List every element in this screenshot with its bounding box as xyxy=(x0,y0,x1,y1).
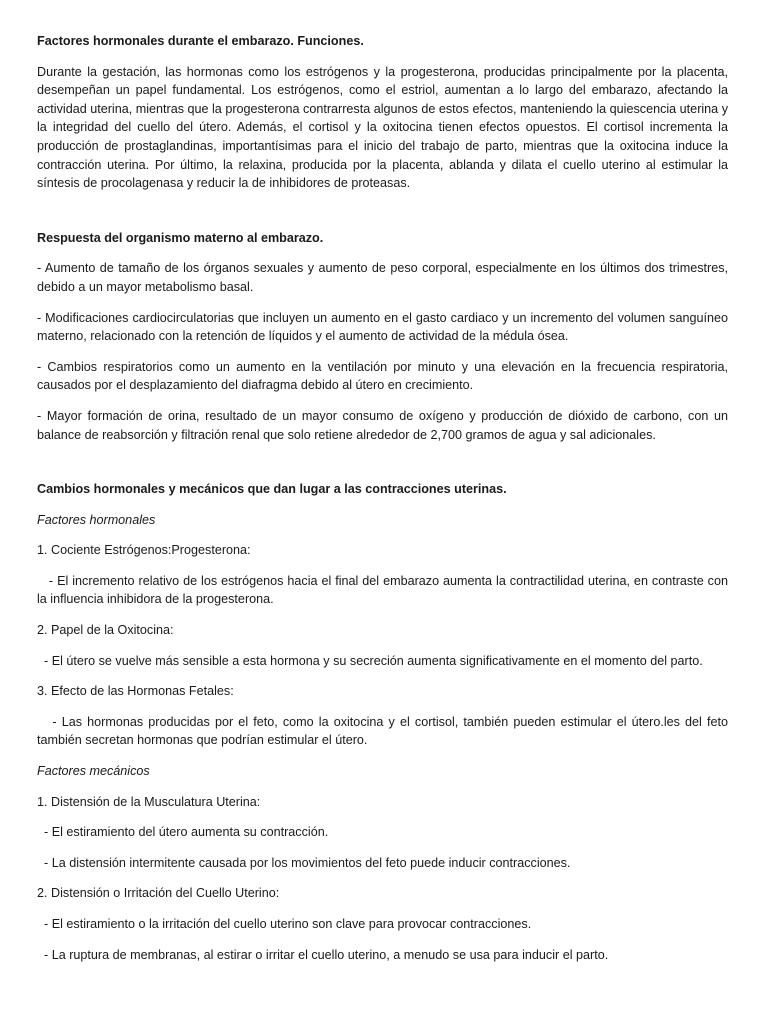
subheading-hormonal-factors: Factores hormonales xyxy=(37,512,156,527)
section-heading-contractions: Cambios hormonales y mecánicos que dan lugar a las contracciones uterinas. xyxy=(37,482,507,497)
paragraph-hormones-function: Durante la gestación, las hormonas como los estrógenos y la progesterona, producidas principalmente por la placenta, desempeñan un papel fundamental. Los estrógenos, como el estriol, aumentan a lo largo del embarazo, afectando la actividad uterina, mientras que la progesterona contrarresta algunos de estos efectos, manteniendo la quiescencia uterina y la integridad del cuello del útero. Además, el cortisol y la oxitocina tienen efectos opuestos. El cortisol incrementa la producción de prostaglandinas, importantísimas para el inicio del trabajo de parto, mientras que la oxitocina induce la contracción uterina. Por último, la relaxina, producida por la placenta, ablanda y dilata el cuello uterino al estimular la síntesis de procolagenasa y reducir la de inhibidores de proteasas. xyxy=(37,64,728,191)
item-text-oxytocin: - El útero se vuelve más sensible a esta hormona y su secreción aumenta significativamente en el momento del parto. xyxy=(37,653,703,668)
item-text-fetal-movement: - La distensión intermitente causada por los movimientos del feto puede inducir contracciones. xyxy=(37,855,571,870)
item-title-uterine-distension: 1. Distensión de la Musculatura Uterina: xyxy=(37,794,261,809)
item-title-cervix-distension: 2. Distensión o Irritación del Cuello Uterino: xyxy=(37,886,280,901)
list-item-organ-size: - Aumento de tamaño de los órganos sexuales y aumento de peso corporal, especialmente en los últimos dos trimestres, debido a un mayor metabolismo basal. xyxy=(37,261,728,294)
item-title-estrogen-ratio: 1. Cociente Estrógenos:Progesterona: xyxy=(37,543,251,558)
list-item-respiratory: - Cambios respiratorios como un aumento en la ventilación por minuto y una elevación en la frecuencia respiratoria, causados por el desplazamiento del diafragma debido al útero en crecimiento. xyxy=(37,359,728,393)
section-heading-maternal-response: Respuesta del organismo materno al embarazo. xyxy=(37,230,324,245)
item-text-membrane-rupture: - La ruptura de membranas, al estirar o irritar el cuello uterino, a menudo se usa para inducir el parto. xyxy=(37,947,609,962)
section-heading-hormonal-factors: Factores hormonales durante el embarazo. Funciones. xyxy=(37,34,364,48)
item-text-estrogen-ratio: - El incremento relativo de los estrógenos hacia el final del embarazo aumenta la contractilidad uterina, en contraste con la influencia inhibidora de la progesterona. xyxy=(37,573,732,607)
item-title-fetal-hormones: 3. Efecto de las Hormonas Fetales: xyxy=(37,684,234,699)
list-item-urine: - Mayor formación de orina, resultado de un mayor consumo de oxígeno y producción de dióxido de carbono, con un balance de reabsorción y filtración renal que solo retiene alrededor de 2,700 gramos de agua y sal adicionales. xyxy=(37,408,728,442)
item-text-uterine-stretch: - El estiramiento del útero aumenta su contracción. xyxy=(37,825,329,840)
subheading-mechanical-factors: Factores mecánicos xyxy=(37,764,150,779)
item-title-oxytocin: 2. Papel de la Oxitocina: xyxy=(37,623,174,638)
item-text-fetal-hormones: - Las hormonas producidas por el feto, como la oxitocina y el cortisol, también pueden estimular el útero.les del feto también secretan hormonas que podrían estimular el útero. xyxy=(37,714,732,748)
list-item-cardiocirculatory: - Modificaciones cardiocirculatorias que incluyen un aumento en el gasto cardiaco y un incremento del volumen sanguíneo materno, relacionado con la retención de líquidos y el aumento de actividad de la médula ósea. xyxy=(37,310,728,344)
item-text-cervix-stretch: - El estiramiento o la irritación del cuello uterino son clave para provocar contracciones. xyxy=(37,917,532,931)
